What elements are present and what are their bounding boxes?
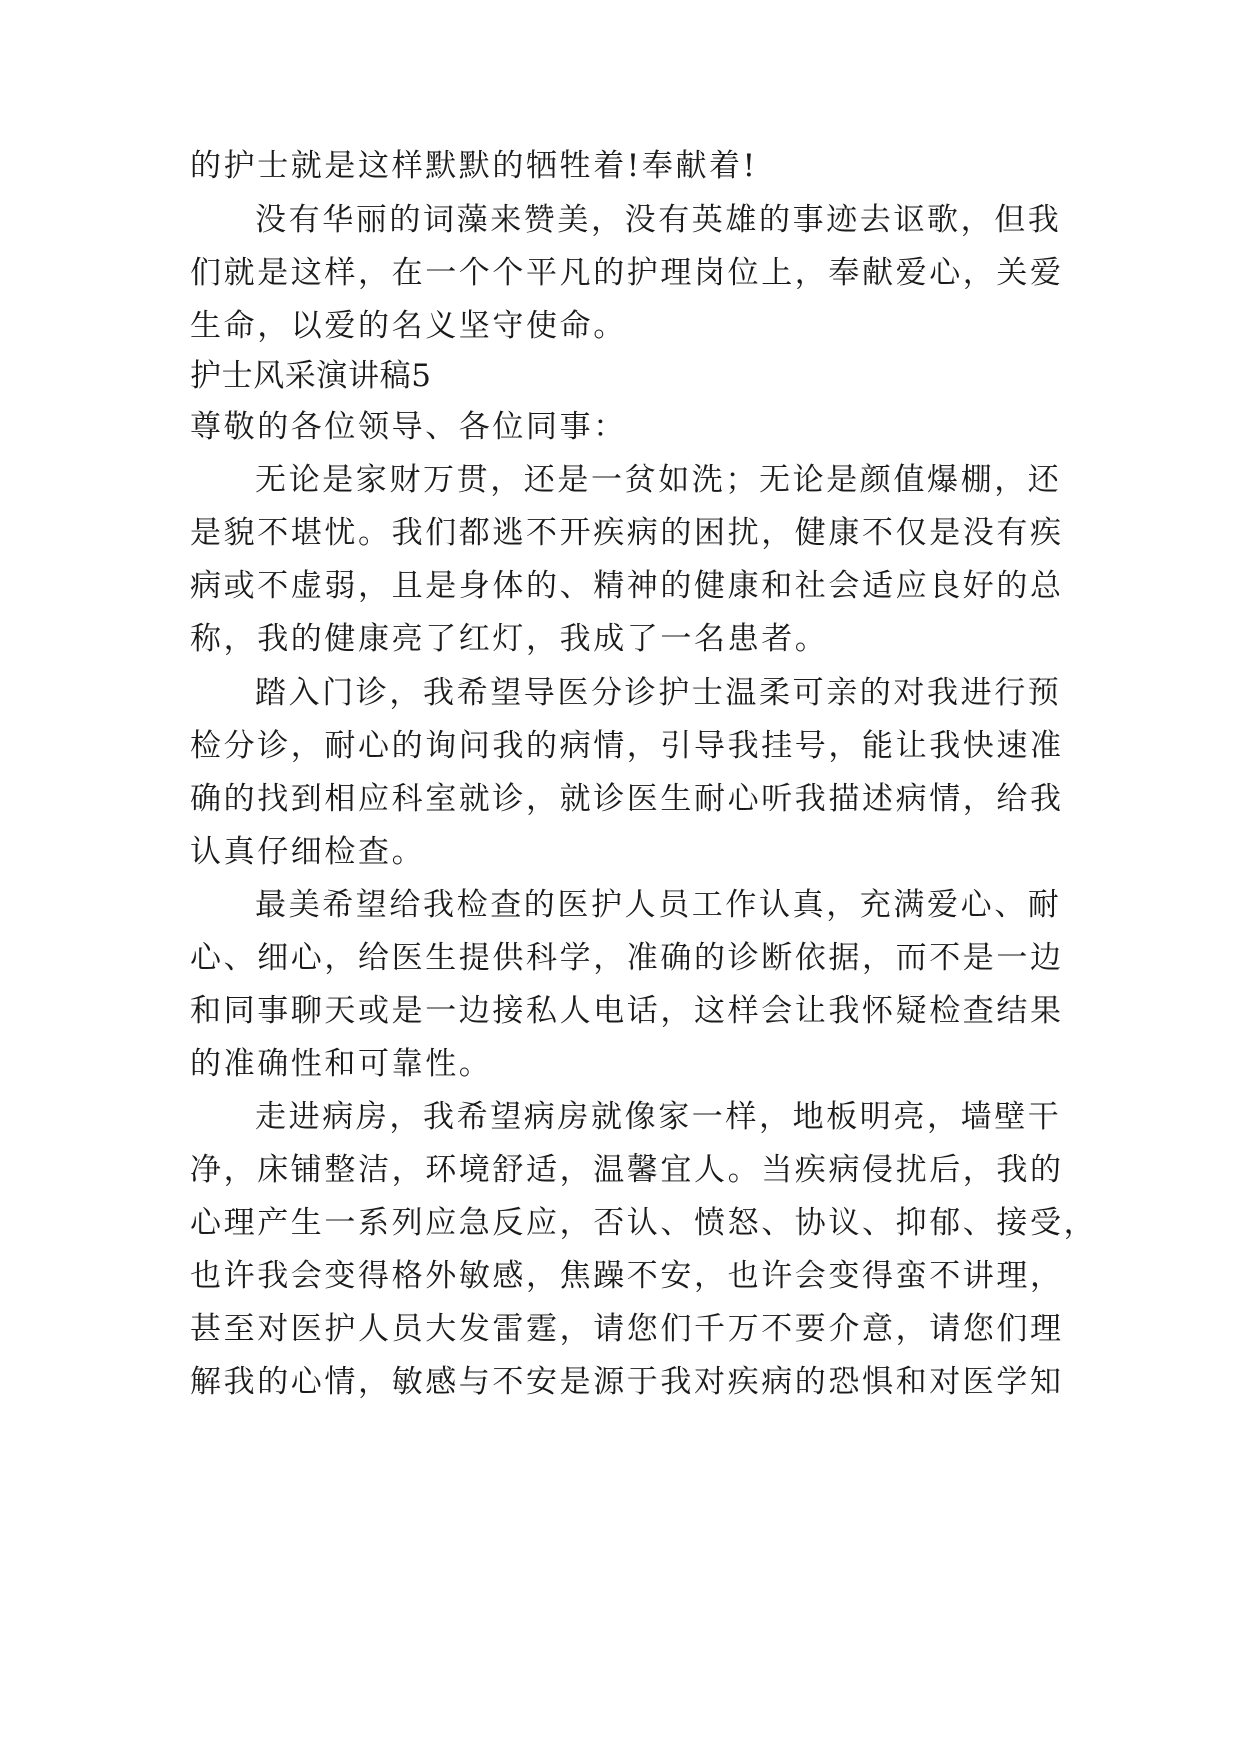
text-line: 净，床铺整洁，环境舒适，温馨宜人。当疾病侵扰后，我的 (190, 1152, 1064, 1188)
paragraph-first-line: 最美希望给我检查的医护人员工作认真，充满爱心、耐 (255, 887, 1062, 923)
text-line: 心理产生一系列应急反应，否认、愤怒、协议、抑郁、接受， (190, 1205, 1098, 1241)
text-line: 们就是这样，在一个个平凡的护理岗位上，奉献爱心，关爱 (190, 255, 1064, 291)
text-line: 检分诊，耐心的询问我的病情，引导我挂号，能让我快速准 (190, 728, 1064, 764)
section-title: 护士风采演讲稿5 (190, 358, 432, 394)
text-line: 是貌不堪忧。我们都逃不开疾病的困扰，健康不仅是没有疾 (190, 515, 1064, 551)
text-line: 称，我的健康亮了红灯，我成了一名患者。 (190, 621, 829, 657)
paragraph-first-line: 无论是家财万贯，还是一贫如洗；无论是颜值爆棚，还 (255, 462, 1062, 498)
text-line: 认真仔细检查。 (190, 834, 426, 870)
salutation: 尊敬的各位领导、各位同事： (190, 409, 627, 445)
text-line: 生命，以爱的名义坚守使命。 (190, 308, 627, 344)
text-line: 甚至对医护人员大发雷霆，请您们千万不要介意，请您们理 (190, 1311, 1064, 1347)
text-line: 心、细心，给医生提供科学，准确的诊断依据，而不是一边 (190, 940, 1064, 976)
text-line: 解我的心情，敏感与不安是源于我对疾病的恐惧和对医学知 (190, 1364, 1064, 1400)
text-line: 也许我会变得格外敏感，焦躁不安，也许会变得蛮不讲理， (190, 1258, 1064, 1294)
text-line: 和同事聊天或是一边接私人电话，这样会让我怀疑检查结果 (190, 993, 1064, 1029)
paragraph-first-line: 没有华丽的词藻来赞美，没有英雄的事迹去讴歌，但我 (255, 202, 1062, 238)
paragraph-first-line: 走进病房，我希望病房就像家一样，地板明亮，墙壁干 (255, 1099, 1062, 1135)
paragraph-first-line: 踏入门诊，我希望导医分诊护士温柔可亲的对我进行预 (255, 675, 1062, 711)
text-line: 确的找到相应科室就诊，就诊医生耐心听我描述病情，给我 (190, 781, 1064, 817)
text-line: 的护士就是这样默默的牺牲着!奉献着! (190, 148, 758, 184)
text-line: 病或不虚弱，且是身体的、精神的健康和社会适应良好的总 (190, 568, 1064, 604)
text-line: 的准确性和可靠性。 (190, 1046, 493, 1082)
